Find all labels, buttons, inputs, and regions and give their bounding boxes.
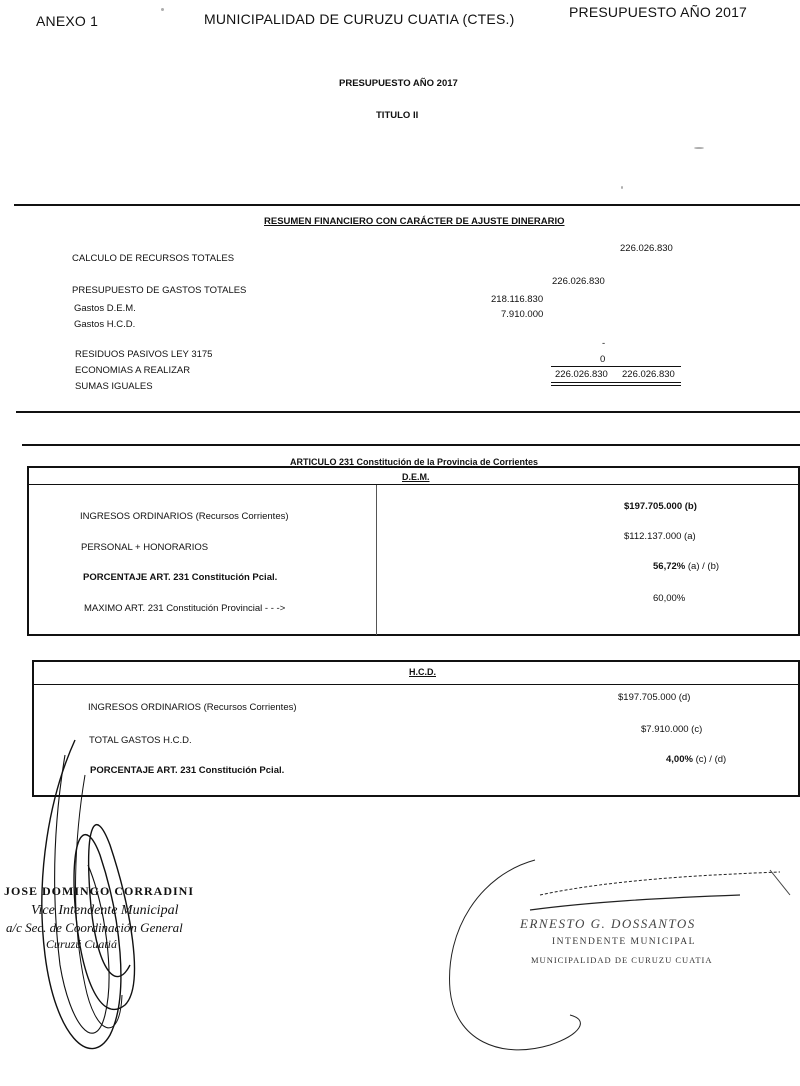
dem-max-value: 60,00% <box>653 593 686 604</box>
municipality-header: MUNICIPALIDAD DE CURUZU CUATIA (CTES.) <box>204 11 515 27</box>
total-resources-value: 226.026.830 <box>620 243 673 254</box>
residues-label: RESIDUOS PASIVOS LEY 3175 <box>75 349 213 360</box>
left-signer-place: Curuzú Cuatiá <box>46 937 118 951</box>
dem-table <box>27 466 800 636</box>
budget-year-header: PRESUPUESTO AÑO 2017 <box>569 4 748 20</box>
residues-value: - <box>602 338 606 349</box>
dem-max-label: MAXIMO ART. 231 Constitución Provincial - - -> <box>84 603 286 614</box>
sums-underline <box>551 382 681 383</box>
total-resources-label: CALCULO DE RECURSOS TOTALES <box>72 253 235 264</box>
article-title: ARTICULO 231 Constitución de la Provincia de Corrientes <box>290 457 539 467</box>
article-top-rule <box>22 444 800 446</box>
dem-header-rule <box>29 484 800 485</box>
annex-label: ANEXO 1 <box>36 13 99 29</box>
left-signer-role: Vice Intendente Municipal <box>31 903 179 918</box>
dem-income-value: $197.705.000 (b) <box>624 501 697 512</box>
sums-double-underline <box>551 385 681 386</box>
hcd-percent-value: 4,00% <box>666 754 693 765</box>
sums-label: SUMAS IGUALES <box>75 381 153 392</box>
hcd-expenses-label: TOTAL GASTOS H.C.D. <box>89 735 192 746</box>
savings-label: ECONOMIAS A REALIZAR <box>75 365 191 376</box>
subtotal-rule <box>551 366 681 367</box>
dem-personnel-label: PERSONAL + HONORARIOS <box>81 542 209 553</box>
right-signer-name: ERNESTO G. DOSSANTOS <box>520 916 696 931</box>
hcd-percent-label: PORCENTAJE ART. 231 Constitución Pcial. <box>90 765 285 776</box>
dem-percent-label: PORCENTAJE ART. 231 Constitución Pcial. <box>83 572 278 583</box>
section-title: TITULO II <box>376 110 419 121</box>
left-signer-name: JOSE DOMINGO CORRADINI <box>4 884 195 898</box>
total-expenses-value: 226.026.830 <box>552 276 605 287</box>
hcd-expenses-label: Gastos H.C.D. <box>74 319 136 330</box>
summary-bottom-rule <box>16 411 800 413</box>
dem-percent-formula: (a) / (b) <box>687 561 720 572</box>
hcd-expenses-value: $7.910.000 (c) <box>641 724 703 735</box>
hcd-header: H.C.D. <box>409 667 436 677</box>
hcd-expenses-value: 7.910.000 <box>501 309 544 320</box>
dem-income-label: INGRESOS ORDINARIOS (Recursos Corrientes) <box>80 511 289 522</box>
hcd-percent-formula: (c) / (d) <box>695 754 727 765</box>
dem-expenses-value: 218.116.830 <box>491 294 544 305</box>
dem-column-divider <box>376 485 377 635</box>
hcd-header-rule <box>34 684 800 685</box>
savings-value: 0 <box>600 354 606 365</box>
dem-percent-value: 56,72% <box>653 561 686 572</box>
hcd-income-value: $197.705.000 (d) <box>618 692 691 703</box>
top-rule <box>14 204 800 206</box>
sums-right-value: 226.026.830 <box>622 369 675 380</box>
dem-personnel-value: $112.137.000 (a) <box>624 531 696 542</box>
dem-expenses-label: Gastos D.E.M. <box>74 303 136 314</box>
sums-left-value: 226.026.830 <box>555 369 608 380</box>
scan-speck <box>161 8 164 11</box>
scan-speck <box>621 186 623 189</box>
hcd-income-label: INGRESOS ORDINARIOS (Recursos Corrientes) <box>88 702 297 713</box>
summary-title: RESUMEN FINANCIERO CON CARÁCTER DE AJUSTE DINERARIO <box>264 216 565 227</box>
budget-title: PRESUPUESTO AÑO 2017 <box>339 78 458 89</box>
total-expenses-label: PRESUPUESTO DE GASTOS TOTALES <box>72 285 247 296</box>
right-signer-org: MUNICIPALIDAD DE CURUZU CUATIA <box>531 955 713 965</box>
dem-header: D.E.M. <box>402 472 430 482</box>
scan-speck <box>694 147 704 149</box>
right-signer-role: INTENDENTE MUNICIPAL <box>552 937 696 947</box>
left-signer-role-2: a/c Sec. de Coordinación General <box>6 920 183 935</box>
